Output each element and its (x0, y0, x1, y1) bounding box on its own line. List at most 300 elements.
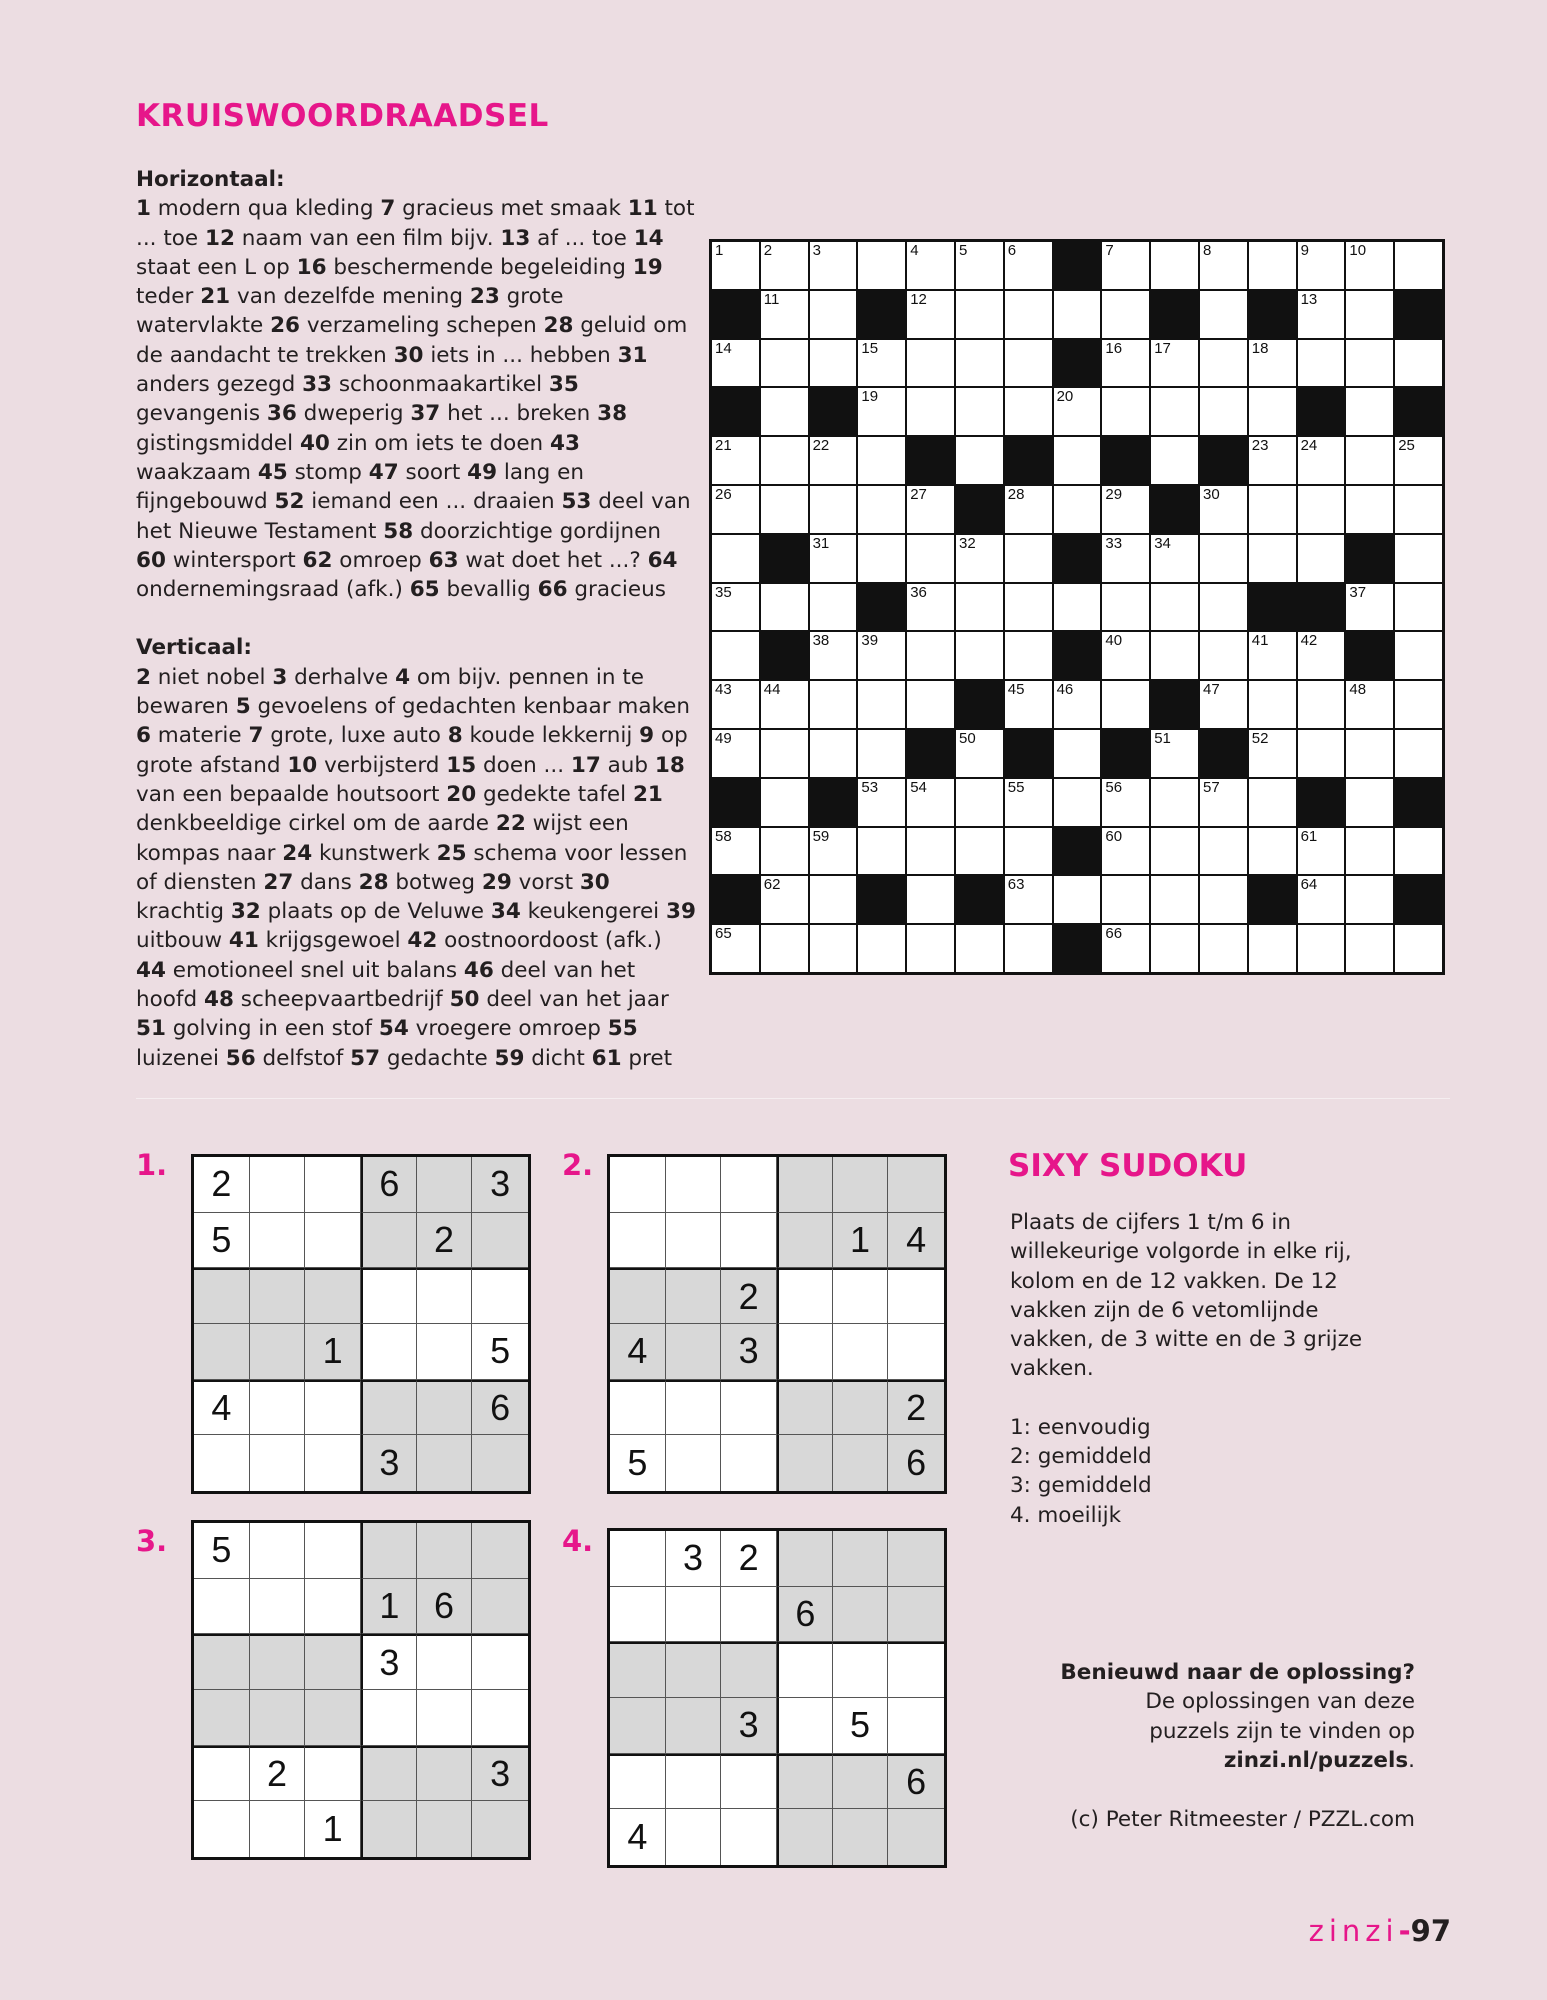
sudoku-empty-cell[interactable] (888, 1157, 944, 1213)
sudoku-empty-cell[interactable] (888, 1698, 944, 1754)
crossword-cell[interactable] (1346, 681, 1393, 728)
crossword-cell[interactable] (1102, 584, 1149, 631)
crossword-cell[interactable] (858, 437, 905, 484)
crossword-cell[interactable] (907, 876, 954, 923)
crossword-cell[interactable] (1395, 681, 1442, 728)
crossword-cell[interactable] (1102, 876, 1149, 923)
crossword-cell[interactable] (1151, 584, 1198, 631)
sudoku-empty-cell[interactable] (833, 1435, 889, 1491)
crossword-cell[interactable] (907, 340, 954, 387)
crossword-cell[interactable] (1054, 291, 1101, 338)
sudoku-empty-cell[interactable] (250, 1324, 306, 1380)
crossword-cell[interactable] (1102, 632, 1149, 679)
sudoku-empty-cell[interactable] (305, 1213, 361, 1269)
sudoku-empty-cell[interactable] (666, 1698, 722, 1754)
sudoku-empty-cell[interactable] (417, 1801, 473, 1857)
sudoku-empty-cell[interactable] (472, 1801, 528, 1857)
crossword-cell[interactable] (1395, 340, 1442, 387)
crossword-cell[interactable] (1102, 291, 1149, 338)
crossword-cell[interactable] (712, 584, 759, 631)
crossword-cell[interactable] (810, 876, 857, 923)
sudoku-empty-cell[interactable] (777, 1213, 833, 1269)
crossword-cell[interactable] (1200, 291, 1247, 338)
crossword-cell[interactable] (1200, 535, 1247, 582)
crossword-cell[interactable] (712, 730, 759, 777)
crossword-cell[interactable] (858, 388, 905, 435)
crossword-cell[interactable] (1054, 730, 1101, 777)
sudoku-empty-cell[interactable] (305, 1435, 361, 1491)
sudoku-empty-cell[interactable] (666, 1587, 722, 1643)
crossword-cell[interactable] (1005, 828, 1052, 875)
crossword-cell[interactable] (1054, 681, 1101, 728)
sudoku-empty-cell[interactable] (666, 1268, 722, 1324)
crossword-cell[interactable] (1249, 535, 1296, 582)
sudoku-empty-cell[interactable] (194, 1435, 250, 1491)
crossword-cell[interactable] (858, 828, 905, 875)
crossword-cell[interactable] (712, 340, 759, 387)
sudoku-empty-cell[interactable] (610, 1380, 666, 1436)
sudoku-empty-cell[interactable] (777, 1531, 833, 1587)
crossword-cell[interactable] (1102, 828, 1149, 875)
crossword-cell[interactable] (1054, 486, 1101, 533)
crossword-cell[interactable] (907, 632, 954, 679)
sudoku-empty-cell[interactable] (472, 1690, 528, 1746)
crossword-cell[interactable] (1102, 535, 1149, 582)
crossword-cell[interactable] (1151, 437, 1198, 484)
sudoku-empty-cell[interactable] (777, 1642, 833, 1698)
crossword-cell[interactable] (1346, 730, 1393, 777)
sudoku-empty-cell[interactable] (472, 1579, 528, 1635)
sudoku-empty-cell[interactable] (777, 1698, 833, 1754)
sudoku-empty-cell[interactable] (361, 1213, 417, 1269)
sudoku-empty-cell[interactable] (833, 1268, 889, 1324)
sudoku-empty-cell[interactable] (610, 1642, 666, 1698)
crossword-cell[interactable] (1102, 340, 1149, 387)
crossword-cell[interactable] (907, 291, 954, 338)
crossword-cell[interactable] (1005, 925, 1052, 972)
crossword-cell[interactable] (1346, 876, 1393, 923)
sudoku-empty-cell[interactable] (417, 1324, 473, 1380)
sudoku-empty-cell[interactable] (250, 1634, 306, 1690)
crossword-cell[interactable] (712, 535, 759, 582)
sudoku-empty-cell[interactable] (610, 1268, 666, 1324)
crossword-grid[interactable] (709, 239, 1445, 975)
crossword-cell[interactable] (1151, 876, 1198, 923)
sudoku-empty-cell[interactable] (194, 1324, 250, 1380)
crossword-cell[interactable] (810, 242, 857, 289)
crossword-cell[interactable] (956, 535, 1003, 582)
crossword-cell[interactable] (1249, 242, 1296, 289)
sudoku-empty-cell[interactable] (305, 1523, 361, 1579)
crossword-cell[interactable] (712, 242, 759, 289)
sudoku-empty-cell[interactable] (666, 1642, 722, 1698)
crossword-cell[interactable] (810, 828, 857, 875)
sudoku-empty-cell[interactable] (361, 1268, 417, 1324)
crossword-cell[interactable] (1249, 632, 1296, 679)
sudoku-empty-cell[interactable] (666, 1380, 722, 1436)
crossword-cell[interactable] (712, 925, 759, 972)
sudoku-empty-cell[interactable] (250, 1435, 306, 1491)
crossword-cell[interactable] (1200, 632, 1247, 679)
sudoku-empty-cell[interactable] (721, 1213, 777, 1269)
sudoku-empty-cell[interactable] (472, 1523, 528, 1579)
crossword-cell[interactable] (858, 486, 905, 533)
crossword-cell[interactable] (1249, 437, 1296, 484)
crossword-cell[interactable] (1005, 486, 1052, 533)
sudoku-empty-cell[interactable] (666, 1324, 722, 1380)
crossword-cell[interactable] (1249, 681, 1296, 728)
sudoku-empty-cell[interactable] (610, 1587, 666, 1643)
crossword-cell[interactable] (1005, 291, 1052, 338)
sudoku-empty-cell[interactable] (721, 1642, 777, 1698)
crossword-cell[interactable] (1151, 632, 1198, 679)
crossword-cell[interactable] (1102, 925, 1149, 972)
sudoku-empty-cell[interactable] (361, 1690, 417, 1746)
sudoku-empty-cell[interactable] (361, 1746, 417, 1802)
crossword-cell[interactable] (1005, 632, 1052, 679)
sudoku-empty-cell[interactable] (777, 1435, 833, 1491)
crossword-cell[interactable] (761, 242, 808, 289)
crossword-cell[interactable] (1102, 779, 1149, 826)
crossword-cell[interactable] (1298, 632, 1345, 679)
sudoku-empty-cell[interactable] (250, 1690, 306, 1746)
crossword-cell[interactable] (1200, 828, 1247, 875)
crossword-cell[interactable] (907, 388, 954, 435)
sudoku-empty-cell[interactable] (610, 1213, 666, 1269)
crossword-cell[interactable] (1298, 730, 1345, 777)
sudoku-empty-cell[interactable] (194, 1801, 250, 1857)
crossword-cell[interactable] (1151, 340, 1198, 387)
crossword-cell[interactable] (907, 486, 954, 533)
sudoku-grid-4[interactable] (607, 1528, 947, 1868)
crossword-cell[interactable] (761, 876, 808, 923)
crossword-cell[interactable] (1346, 437, 1393, 484)
crossword-cell[interactable] (1151, 388, 1198, 435)
sudoku-empty-cell[interactable] (777, 1380, 833, 1436)
crossword-cell[interactable] (1102, 388, 1149, 435)
crossword-cell[interactable] (858, 730, 905, 777)
crossword-cell[interactable] (1249, 779, 1296, 826)
crossword-cell[interactable] (956, 584, 1003, 631)
sudoku-empty-cell[interactable] (721, 1380, 777, 1436)
crossword-cell[interactable] (1200, 876, 1247, 923)
sudoku-empty-cell[interactable] (194, 1579, 250, 1635)
sudoku-empty-cell[interactable] (194, 1690, 250, 1746)
sudoku-empty-cell[interactable] (610, 1531, 666, 1587)
crossword-cell[interactable] (1054, 876, 1101, 923)
crossword-cell[interactable] (956, 828, 1003, 875)
sudoku-empty-cell[interactable] (472, 1213, 528, 1269)
crossword-cell[interactable] (1151, 730, 1198, 777)
crossword-cell[interactable] (1200, 242, 1247, 289)
sudoku-empty-cell[interactable] (666, 1213, 722, 1269)
sudoku-empty-cell[interactable] (417, 1380, 473, 1436)
crossword-cell[interactable] (956, 779, 1003, 826)
crossword-cell[interactable] (1395, 486, 1442, 533)
sudoku-empty-cell[interactable] (833, 1157, 889, 1213)
sudoku-empty-cell[interactable] (361, 1380, 417, 1436)
crossword-cell[interactable] (1005, 535, 1052, 582)
crossword-cell[interactable] (956, 925, 1003, 972)
sudoku-empty-cell[interactable] (777, 1324, 833, 1380)
crossword-cell[interactable] (1298, 828, 1345, 875)
crossword-cell[interactable] (1298, 876, 1345, 923)
sudoku-empty-cell[interactable] (777, 1268, 833, 1324)
crossword-cell[interactable] (1298, 925, 1345, 972)
crossword-cell[interactable] (810, 632, 857, 679)
sudoku-empty-cell[interactable] (194, 1746, 250, 1802)
sudoku-empty-cell[interactable] (250, 1380, 306, 1436)
crossword-cell[interactable] (1298, 681, 1345, 728)
crossword-cell[interactable] (1249, 925, 1296, 972)
crossword-cell[interactable] (907, 925, 954, 972)
sudoku-empty-cell[interactable] (250, 1579, 306, 1635)
crossword-cell[interactable] (712, 681, 759, 728)
crossword-cell[interactable] (810, 681, 857, 728)
crossword-cell[interactable] (1298, 340, 1345, 387)
sudoku-empty-cell[interactable] (361, 1324, 417, 1380)
crossword-cell[interactable] (1249, 486, 1296, 533)
crossword-cell[interactable] (1346, 388, 1393, 435)
crossword-cell[interactable] (1151, 828, 1198, 875)
crossword-cell[interactable] (1054, 584, 1101, 631)
sudoku-empty-cell[interactable] (610, 1754, 666, 1810)
sudoku-empty-cell[interactable] (721, 1157, 777, 1213)
sudoku-empty-cell[interactable] (250, 1157, 306, 1213)
sudoku-empty-cell[interactable] (721, 1754, 777, 1810)
crossword-cell[interactable] (1395, 925, 1442, 972)
crossword-cell[interactable] (907, 242, 954, 289)
sudoku-empty-cell[interactable] (888, 1587, 944, 1643)
sudoku-empty-cell[interactable] (888, 1809, 944, 1865)
sudoku-empty-cell[interactable] (472, 1634, 528, 1690)
crossword-cell[interactable] (761, 437, 808, 484)
crossword-cell[interactable] (810, 486, 857, 533)
sudoku-empty-cell[interactable] (417, 1435, 473, 1491)
crossword-cell[interactable] (1346, 291, 1393, 338)
sudoku-empty-cell[interactable] (833, 1642, 889, 1698)
crossword-cell[interactable] (858, 535, 905, 582)
sudoku-empty-cell[interactable] (305, 1746, 361, 1802)
sudoku-empty-cell[interactable] (833, 1380, 889, 1436)
crossword-cell[interactable] (907, 535, 954, 582)
crossword-cell[interactable] (810, 730, 857, 777)
sudoku-empty-cell[interactable] (194, 1268, 250, 1324)
crossword-cell[interactable] (1346, 779, 1393, 826)
sudoku-empty-cell[interactable] (250, 1268, 306, 1324)
crossword-cell[interactable] (712, 437, 759, 484)
crossword-cell[interactable] (1200, 681, 1247, 728)
crossword-cell[interactable] (1151, 535, 1198, 582)
sudoku-empty-cell[interactable] (305, 1690, 361, 1746)
crossword-cell[interactable] (907, 681, 954, 728)
crossword-cell[interactable] (761, 584, 808, 631)
crossword-cell[interactable] (1298, 535, 1345, 582)
sudoku-empty-cell[interactable] (361, 1523, 417, 1579)
sudoku-empty-cell[interactable] (721, 1435, 777, 1491)
crossword-cell[interactable] (810, 437, 857, 484)
crossword-cell[interactable] (810, 584, 857, 631)
crossword-cell[interactable] (1395, 632, 1442, 679)
crossword-cell[interactable] (761, 340, 808, 387)
crossword-cell[interactable] (956, 388, 1003, 435)
sudoku-empty-cell[interactable] (777, 1754, 833, 1810)
crossword-cell[interactable] (761, 486, 808, 533)
sudoku-empty-cell[interactable] (777, 1157, 833, 1213)
crossword-cell[interactable] (810, 925, 857, 972)
sudoku-empty-cell[interactable] (833, 1324, 889, 1380)
sudoku-empty-cell[interactable] (666, 1754, 722, 1810)
sudoku-empty-cell[interactable] (472, 1268, 528, 1324)
crossword-cell[interactable] (956, 291, 1003, 338)
sudoku-empty-cell[interactable] (888, 1268, 944, 1324)
crossword-cell[interactable] (761, 828, 808, 875)
crossword-cell[interactable] (712, 828, 759, 875)
sudoku-empty-cell[interactable] (666, 1809, 722, 1865)
sudoku-empty-cell[interactable] (250, 1801, 306, 1857)
sudoku-empty-cell[interactable] (721, 1809, 777, 1865)
crossword-cell[interactable] (1200, 388, 1247, 435)
crossword-cell[interactable] (1200, 486, 1247, 533)
crossword-cell[interactable] (1395, 437, 1442, 484)
crossword-cell[interactable] (1054, 388, 1101, 435)
sudoku-empty-cell[interactable] (417, 1690, 473, 1746)
sudoku-empty-cell[interactable] (417, 1268, 473, 1324)
crossword-cell[interactable] (1102, 242, 1149, 289)
sudoku-empty-cell[interactable] (250, 1523, 306, 1579)
sudoku-empty-cell[interactable] (777, 1809, 833, 1865)
sudoku-empty-cell[interactable] (833, 1587, 889, 1643)
sudoku-empty-cell[interactable] (472, 1435, 528, 1491)
sudoku-empty-cell[interactable] (305, 1634, 361, 1690)
sudoku-empty-cell[interactable] (417, 1523, 473, 1579)
crossword-cell[interactable] (1249, 730, 1296, 777)
crossword-cell[interactable] (1346, 584, 1393, 631)
sudoku-empty-cell[interactable] (610, 1157, 666, 1213)
crossword-cell[interactable] (712, 486, 759, 533)
crossword-cell[interactable] (761, 388, 808, 435)
crossword-cell[interactable] (1395, 584, 1442, 631)
crossword-cell[interactable] (1298, 437, 1345, 484)
sudoku-empty-cell[interactable] (833, 1809, 889, 1865)
sudoku-empty-cell[interactable] (305, 1579, 361, 1635)
crossword-cell[interactable] (810, 291, 857, 338)
crossword-cell[interactable] (1005, 340, 1052, 387)
crossword-cell[interactable] (761, 779, 808, 826)
sudoku-empty-cell[interactable] (305, 1268, 361, 1324)
crossword-cell[interactable] (810, 535, 857, 582)
crossword-cell[interactable] (1346, 828, 1393, 875)
crossword-cell[interactable] (1346, 925, 1393, 972)
crossword-cell[interactable] (1298, 242, 1345, 289)
sudoku-grid-3[interactable] (191, 1520, 531, 1860)
crossword-cell[interactable] (1298, 486, 1345, 533)
crossword-cell[interactable] (1395, 242, 1442, 289)
crossword-cell[interactable] (907, 779, 954, 826)
crossword-cell[interactable] (1249, 388, 1296, 435)
crossword-cell[interactable] (1395, 828, 1442, 875)
crossword-cell[interactable] (1346, 242, 1393, 289)
solution-link[interactable]: zinzi.nl/puzzels (1223, 1747, 1409, 1773)
crossword-cell[interactable] (1346, 486, 1393, 533)
sudoku-empty-cell[interactable] (417, 1157, 473, 1213)
crossword-cell[interactable] (1395, 730, 1442, 777)
crossword-cell[interactable] (858, 779, 905, 826)
sudoku-empty-cell[interactable] (305, 1157, 361, 1213)
sudoku-empty-cell[interactable] (250, 1213, 306, 1269)
crossword-cell[interactable] (1151, 779, 1198, 826)
crossword-cell[interactable] (1200, 584, 1247, 631)
crossword-cell[interactable] (1102, 486, 1149, 533)
crossword-cell[interactable] (712, 632, 759, 679)
crossword-cell[interactable] (1102, 681, 1149, 728)
crossword-cell[interactable] (1005, 388, 1052, 435)
crossword-cell[interactable] (1200, 925, 1247, 972)
crossword-cell[interactable] (858, 681, 905, 728)
crossword-cell[interactable] (956, 437, 1003, 484)
sudoku-empty-cell[interactable] (888, 1531, 944, 1587)
crossword-cell[interactable] (1005, 779, 1052, 826)
sudoku-empty-cell[interactable] (888, 1642, 944, 1698)
crossword-cell[interactable] (1054, 779, 1101, 826)
crossword-cell[interactable] (858, 242, 905, 289)
sudoku-grid-1[interactable] (191, 1154, 531, 1494)
sudoku-empty-cell[interactable] (666, 1157, 722, 1213)
sudoku-grid-2[interactable] (607, 1154, 947, 1494)
crossword-cell[interactable] (858, 925, 905, 972)
crossword-cell[interactable] (761, 291, 808, 338)
crossword-cell[interactable] (956, 632, 1003, 679)
crossword-cell[interactable] (761, 925, 808, 972)
crossword-cell[interactable] (858, 340, 905, 387)
crossword-cell[interactable] (1151, 925, 1198, 972)
crossword-cell[interactable] (1151, 242, 1198, 289)
sudoku-empty-cell[interactable] (833, 1754, 889, 1810)
crossword-cell[interactable] (907, 584, 954, 631)
sudoku-empty-cell[interactable] (417, 1634, 473, 1690)
sudoku-empty-cell[interactable] (610, 1698, 666, 1754)
crossword-cell[interactable] (761, 730, 808, 777)
crossword-cell[interactable] (956, 340, 1003, 387)
sudoku-empty-cell[interactable] (194, 1634, 250, 1690)
sudoku-empty-cell[interactable] (305, 1380, 361, 1436)
crossword-cell[interactable] (1005, 584, 1052, 631)
crossword-cell[interactable] (1005, 876, 1052, 923)
sudoku-empty-cell[interactable] (417, 1746, 473, 1802)
sudoku-empty-cell[interactable] (361, 1801, 417, 1857)
crossword-cell[interactable] (1005, 681, 1052, 728)
crossword-cell[interactable] (1200, 340, 1247, 387)
crossword-cell[interactable] (907, 828, 954, 875)
crossword-cell[interactable] (1249, 340, 1296, 387)
crossword-cell[interactable] (1054, 437, 1101, 484)
sudoku-empty-cell[interactable] (721, 1587, 777, 1643)
crossword-cell[interactable] (1298, 291, 1345, 338)
crossword-cell[interactable] (810, 340, 857, 387)
crossword-cell[interactable] (761, 681, 808, 728)
crossword-cell[interactable] (1005, 242, 1052, 289)
crossword-cell[interactable] (1395, 535, 1442, 582)
crossword-cell[interactable] (858, 632, 905, 679)
sudoku-empty-cell[interactable] (666, 1435, 722, 1491)
sudoku-empty-cell[interactable] (833, 1531, 889, 1587)
crossword-cell[interactable] (1346, 340, 1393, 387)
crossword-cell[interactable] (1249, 828, 1296, 875)
crossword-cell[interactable] (1200, 779, 1247, 826)
crossword-cell[interactable] (956, 242, 1003, 289)
crossword-cell[interactable] (956, 730, 1003, 777)
sudoku-empty-cell[interactable] (888, 1324, 944, 1380)
